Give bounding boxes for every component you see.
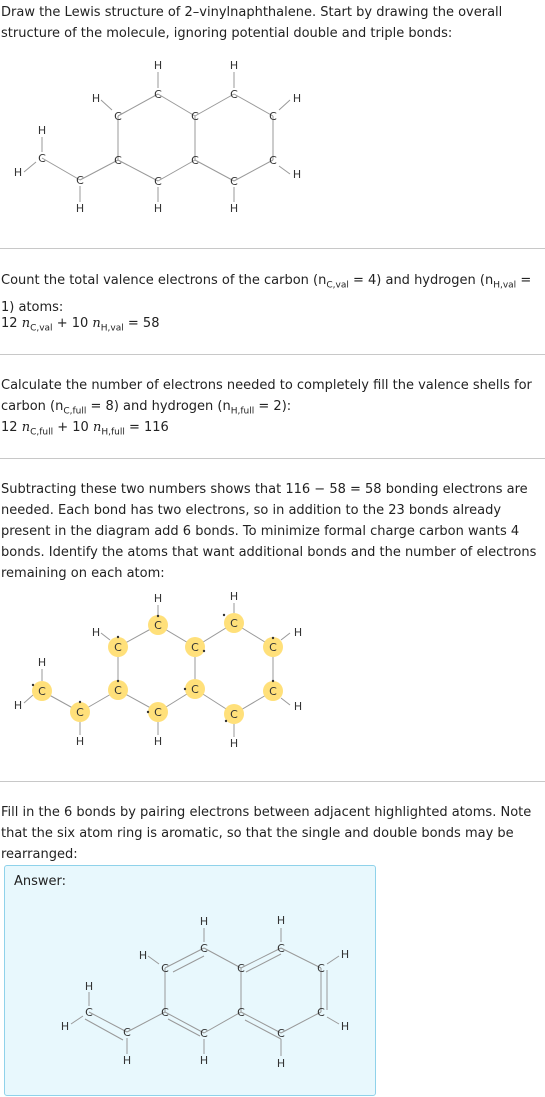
atom-c: C <box>277 1027 285 1040</box>
final-lewis-structure <box>5 866 375 1095</box>
atom-h: H <box>292 168 302 181</box>
atom-c: C <box>191 110 199 123</box>
atom-h: H <box>91 92 101 105</box>
atom-c: C <box>269 110 277 123</box>
atom-h: H <box>153 202 163 215</box>
atom-h: H <box>138 949 148 962</box>
atom-c: C <box>38 685 46 698</box>
atom-c: C <box>191 154 199 167</box>
atom-h: H <box>229 202 239 215</box>
atom-c: C <box>277 942 285 955</box>
atom-c: C <box>114 641 122 654</box>
atom-h: H <box>293 700 303 713</box>
atom-c: C <box>154 175 162 188</box>
atom-c: C <box>38 152 46 165</box>
atom-c: C <box>76 174 84 187</box>
atom-c: C <box>161 962 169 975</box>
atom-h: H <box>293 626 303 639</box>
atom-h: H <box>75 202 85 215</box>
atom-h: H <box>229 737 239 750</box>
atom-c: C <box>237 1006 245 1019</box>
full-shell-equation: 12 $n_{C,full} + 10$ $n_{H,full} = 116$ <box>1 420 169 438</box>
atom-h: H <box>60 1020 70 1033</box>
fill-bonds-text: Fill in the 6 bonds by pairing electrons between adjacent highlighted atoms. Note that the six atom ring is aromatic, so that the single and double bonds may be rearranged: <box>1 805 532 862</box>
atom-h: H <box>229 59 239 72</box>
full-shell-text: Calculate the number of electrons needed to completely fill the valence shells for carbon $(n_{C,full} = 8)$ and hydrogen $(n_{H,full} = 2)$: <box>1 378 532 417</box>
bonding-text: Subtracting these two numbers shows that 116 − 58 = 58 bonding electrons are needed. Each bond has two electrons, so in addition to the 23 bonds already present in the diagram add 6 bonds. To minimize formal charge carbon wants 4 bonds. Identify the atoms that want additional bonds and the number of electrons remaining on each atom: <box>1 482 537 581</box>
atom-c: C <box>230 617 238 630</box>
intro-text: Draw the Lewis structure of 2–vinylnaphthalene. Start by drawing the overall structure of the molecule, ignoring potential double and triple bonds: <box>1 5 503 41</box>
atom-h: H <box>84 980 94 993</box>
atom-h: H <box>153 735 163 748</box>
atom-c: C <box>317 962 325 975</box>
atom-h: H <box>292 92 302 105</box>
atom-c: C <box>230 175 238 188</box>
atom-h: H <box>37 124 47 137</box>
atom-h: H <box>91 626 101 639</box>
atom-c: C <box>269 685 277 698</box>
atom-c: C <box>85 1006 93 1019</box>
atom-h: H <box>229 590 239 603</box>
highlighted-atoms-diagram <box>0 585 320 755</box>
atom-c: C <box>114 110 122 123</box>
atom-h: H <box>122 1054 132 1067</box>
atom-h: H <box>37 656 47 669</box>
valence-text: Count the total valence electrons of the carbon $(n_{C,val} = 4)$ and hydrogen $(n_{H,val} = 1)$ atoms: <box>1 273 532 315</box>
atom-c: C <box>317 1006 325 1019</box>
atom-h: H <box>340 1020 350 1033</box>
divider <box>0 354 545 355</box>
atom-c: C <box>237 962 245 975</box>
atom-h: H <box>340 948 350 961</box>
atom-c: C <box>230 88 238 101</box>
atom-h: H <box>153 59 163 72</box>
atom-c: C <box>191 683 199 696</box>
atom-c: C <box>230 708 238 721</box>
atom-h: H <box>75 735 85 748</box>
atom-c: C <box>123 1026 131 1039</box>
atom-c: C <box>161 1006 169 1019</box>
atom-h: H <box>13 699 23 712</box>
atom-h: H <box>199 1054 209 1067</box>
atom-c: C <box>191 641 199 654</box>
atom-c: C <box>200 1027 208 1040</box>
atom-c: C <box>76 706 84 719</box>
atom-c: C <box>200 942 208 955</box>
atom-h: H <box>276 1057 286 1070</box>
atom-c: C <box>154 88 162 101</box>
divider <box>0 458 545 459</box>
atom-h: H <box>153 592 163 605</box>
answer-label: Answer: <box>14 874 67 889</box>
skeleton-structure-diagram <box>0 52 320 222</box>
atom-c: C <box>114 154 122 167</box>
atom-h: H <box>13 166 23 179</box>
valence-equation: 12 $n_{C,val} + 10$ $n_{H,val} = 58$ <box>1 316 160 334</box>
atom-c: C <box>269 154 277 167</box>
atom-h: H <box>276 914 286 927</box>
atom-c: C <box>154 706 162 719</box>
divider <box>0 248 545 249</box>
atom-c: C <box>269 641 277 654</box>
atom-c: C <box>154 619 162 632</box>
atom-h: H <box>199 915 209 928</box>
divider <box>0 781 545 782</box>
answer-box <box>4 865 376 1096</box>
atom-c: C <box>114 684 122 697</box>
